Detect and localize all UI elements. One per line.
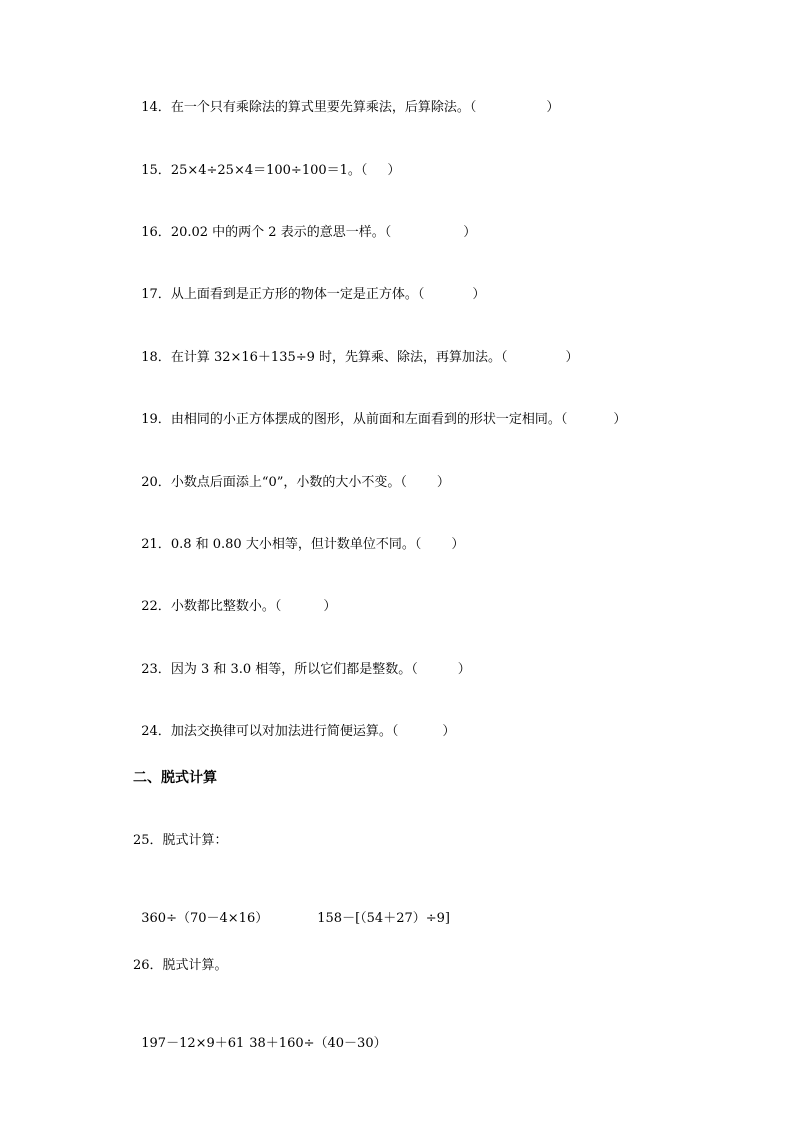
question-25-label: 25．脱式计算： [133, 833, 228, 848]
question-number: 15． [141, 163, 171, 178]
question-text: 因为 3 和 3.0 相等，所以它们都是整数。（ [170, 662, 418, 677]
question-text: 20.02 中的两个 2 表示的意思一样。（ [170, 225, 392, 240]
question-20 [133, 459, 450, 491]
section-heading: 二、脱式计算 [133, 770, 217, 786]
expression-1: 197－12×9＋61 [141, 1036, 245, 1051]
question-number: 23． [141, 662, 171, 677]
question-number: 17． [141, 287, 171, 302]
question-text: 0.8 和 0.80 大小相等，但计数单位不同。（ [170, 537, 422, 552]
question-number: 22． [141, 599, 171, 614]
question-number: 20． [141, 475, 171, 490]
question-24 [133, 708, 455, 740]
question-number: 24． [141, 724, 171, 739]
question-26-label: 26．脱式计算。 [133, 958, 228, 973]
question-text: 25×4÷25×4＝100÷100＝1。（ [170, 163, 368, 178]
question-text: 加法交换律可以对加法进行简便运算。（ [170, 724, 399, 739]
question-14 [133, 84, 559, 116]
close-paren: ） [613, 412, 627, 427]
question-number: 18． [141, 350, 171, 365]
question-17 [133, 271, 485, 303]
expression-2: 158－[（54＋27）÷9] [317, 911, 450, 926]
question-number: 19． [141, 412, 171, 427]
question-number: 16． [141, 225, 171, 240]
close-paren: ） [451, 537, 465, 552]
close-paren: ） [457, 662, 471, 677]
question-22 [133, 583, 336, 615]
close-paren: ） [387, 163, 401, 178]
question-text: 在一个只有乘除法的算式里要先算乘法，后算除法。（ [170, 100, 477, 115]
question-text: 小数都比整数小。（ [170, 599, 282, 614]
question-19 [133, 396, 626, 428]
expression-1: 360÷（70－4×16） [141, 911, 269, 926]
question-text: 从上面看到是正方形的物体一定是正方体。（ [170, 287, 425, 302]
question-18 [133, 334, 579, 366]
question-text: 小数点后面添上“0”，小数的大小不变。（ [170, 475, 407, 490]
question-15 [133, 147, 400, 179]
question-16 [133, 209, 476, 241]
expression-2: 38＋160÷（40－30） [249, 1036, 387, 1051]
close-paren: ） [323, 599, 337, 614]
close-paren: ） [472, 287, 486, 302]
question-number: 14． [141, 100, 171, 115]
close-paren: ） [463, 225, 477, 240]
question-text: 在计算 32×16＋135÷9 时，先算乘、除法，再算加法。（ [170, 350, 508, 365]
close-paren: ） [565, 350, 579, 365]
question-text: 由相同的小正方体摆成的图形，从前面和左面看到的形状一定相同。（ [170, 412, 568, 427]
close-paren: ） [442, 724, 456, 739]
question-23 [133, 646, 471, 678]
close-paren: ） [546, 100, 560, 115]
close-paren: ） [436, 475, 450, 490]
question-number: 21． [141, 537, 171, 552]
question-26-expressions [133, 1020, 387, 1052]
question-25-expressions [133, 895, 450, 927]
question-21 [133, 521, 464, 553]
